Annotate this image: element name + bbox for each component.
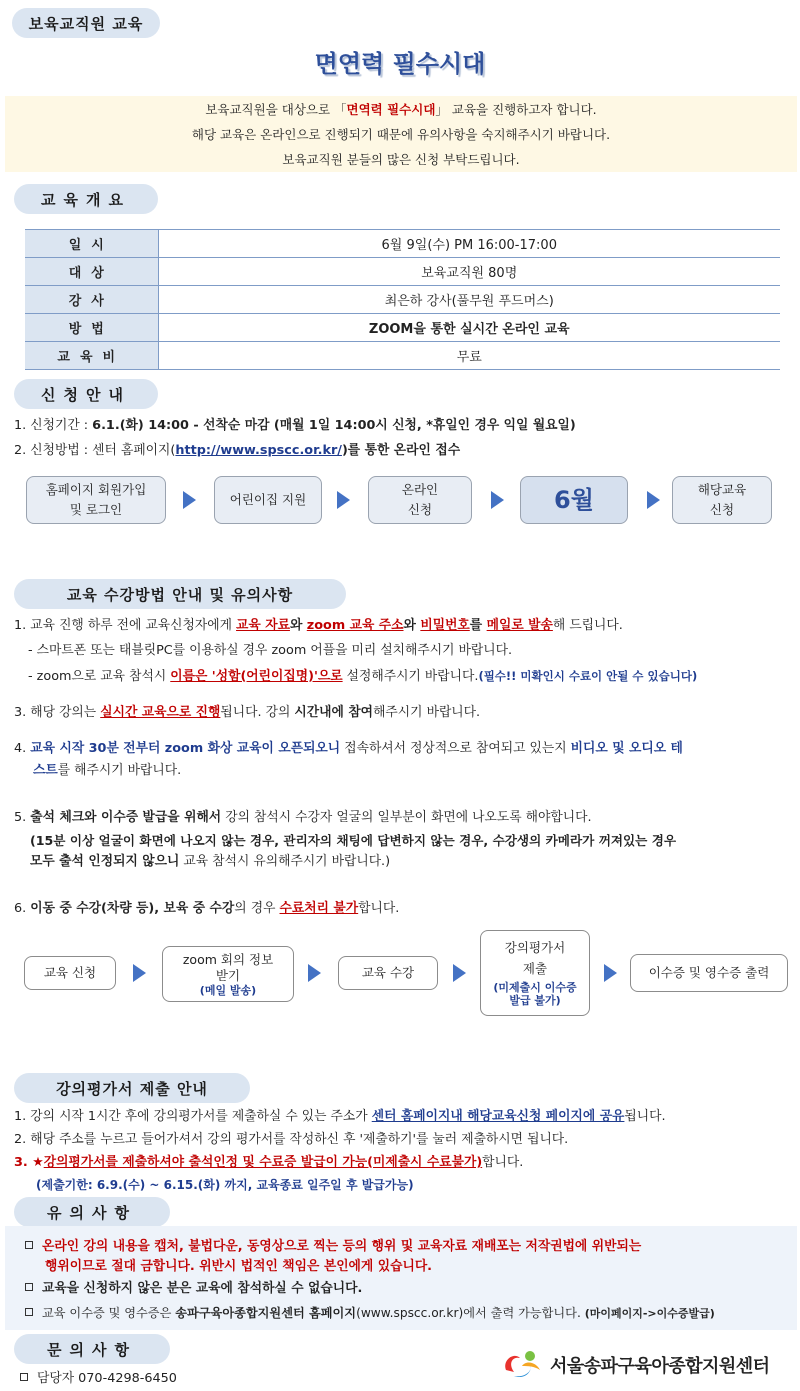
row-key: 대상 xyxy=(25,258,158,286)
page-title: 면연력 필수시대 xyxy=(314,50,486,78)
center-name: 서울송파구육아종합지원센터 xyxy=(550,1356,770,1377)
method-item-3: 3. 해당 강의는 실시간 교육으로 진행됩니다. 강의 시간내에 참여해주시기 바랍니다. xyxy=(14,705,481,720)
intro-line-1: 보육교직원을 대상으로 「면역력 필수시대」 교육을 진행하고자 합니다. xyxy=(205,102,597,117)
arrow-right-icon xyxy=(183,491,196,509)
intro-line-3: 보육교직원 분들의 많은 신청 부탁드립니다. xyxy=(282,152,520,167)
flow-step: 교육 신청 xyxy=(24,956,116,990)
flow-step: 온라인 신청 xyxy=(368,476,472,524)
row-key: 일시 xyxy=(25,230,158,258)
apply-method: 2. 신청방법 : 센터 홈페이지(http://www.spscc.or.kr/)를 통한 온라인 접수 xyxy=(14,443,461,458)
eval-item-1: 1. 강의 시작 1시간 후에 강의평가서를 제출하실 수 있는 주소가 센터 홈페이지내 해당교육신청 페이지에 공유됩니다. xyxy=(14,1109,666,1124)
overview-table xyxy=(25,229,780,370)
row-value: 6월 9일(수) PM 16:00-17:00 xyxy=(158,230,780,258)
eval-item-2: 2. 해당 주소를 누르고 들어가셔서 강의 평가서를 작성하신 후 '제출하기'를 눌러 제출하시면 됩니다. xyxy=(14,1132,569,1147)
table-row xyxy=(25,286,780,314)
checkbox-square-icon xyxy=(25,1308,33,1316)
method-item-1: 1. 교육 진행 하루 전에 교육신청자에게 교육 자료와 zoom 교육 주소와 비밀번호를 메일로 발송해 드립니다. xyxy=(14,618,623,633)
homepage-link[interactable]: http://www.spscc.or.kr/ xyxy=(175,443,342,458)
table-row xyxy=(25,342,780,370)
center-logo xyxy=(500,1348,790,1382)
arrow-right-icon xyxy=(337,491,350,509)
note-item: 교육 이수증 및 영수증은 송파구육아종합지원센터 홈페이지(www.spscc.or.kr)에서 출력 가능합니다. (마이페이지->이수증발급) xyxy=(25,1304,715,1323)
arrow-right-icon xyxy=(604,964,617,982)
table-row xyxy=(25,230,780,258)
center-logo-icon xyxy=(500,1348,544,1382)
method-item-1-sub-1: - 스마트폰 또는 태블릿PC를 이용하실 경우 zoom 어플을 미리 설치해주시기 바랍니다. xyxy=(28,643,513,658)
table-row xyxy=(25,258,780,286)
flow-step: 이수증 및 영수증 출력 xyxy=(630,954,788,992)
arrow-right-icon xyxy=(453,964,466,982)
notes-heading: 유의사항 xyxy=(14,1197,170,1227)
method-item-1-sub-2: - zoom으로 교육 참석시 이름은 '성함(어린이집명)'으로 설정해주시기 바랍니다.(필수!! 미확인시 수료이 안될 수 있습니다) xyxy=(28,669,698,684)
apply-period: 1. 신청기간 : 6.1.(화) 14:00 - 선착순 마감 (매월 1일 14:00시 신청, *휴일인 경우 익일 월요일) xyxy=(14,418,576,433)
flow-step: 강의평가서 제출 (미제출시 이수증 발급 불가) xyxy=(480,930,590,1016)
row-value: ZOOM을 통한 실시간 온라인 교육 xyxy=(158,314,780,342)
checkbox-square-icon xyxy=(20,1373,28,1381)
evaluation-heading: 강의평가서 제출 안내 xyxy=(14,1073,250,1103)
method-item-4: 4. 교육 시작 30분 전부터 zoom 화상 교육이 오픈되오니 접속하셔서 정상적으로 참여되고 있는지 비디오 및 오디오 테 xyxy=(14,741,683,756)
method-item-5-l3: 모두 출석 인정되지 않으니 교육 참석시 유의해주시기 바랍니다.) xyxy=(30,854,391,869)
flow-step-month: 6월 xyxy=(520,476,628,524)
intro-line-2: 해당 교육은 온라인으로 진행되기 때문에 유의사항을 숙지해주시기 바랍니다. xyxy=(191,127,611,142)
method-item-5-l2: (15분 이상 얼굴이 화면에 나오지 않는 경우, 관리자의 채팅에 답변하지 않는 경우, 수강생의 카메라가 꺼져있는 경우 xyxy=(30,833,677,848)
eval-item-3: 3. ★강의평가서를 제출하셔야 출석인정 및 수료증 발급이 가능(미제출시 수료불가)합니다. xyxy=(14,1155,524,1170)
notes-box xyxy=(5,1226,797,1330)
method-heading: 교육 수강방법 안내 및 유의사항 xyxy=(14,579,346,609)
row-value: 무료 xyxy=(158,342,780,370)
note-item: 교육을 신청하지 않은 분은 교육에 참석하실 수 없습니다. xyxy=(25,1280,362,1298)
arrow-right-icon xyxy=(647,491,660,509)
flow-step: 해당교육 신청 xyxy=(672,476,772,524)
apply-heading: 신청안내 xyxy=(14,379,158,409)
method-item-6: 6. 이동 중 수강(차량 등), 보육 중 수강의 경우 수료처리 불가합니다. xyxy=(14,901,400,916)
note-item: 온라인 강의 내용을 캡처, 불법다운, 동영상으로 찍는 등의 행위 및 교육자료 재배포는 저작권법에 위반되는 xyxy=(25,1238,641,1256)
intro-box xyxy=(5,96,797,172)
arrow-right-icon xyxy=(308,964,321,982)
method-item-4-cont: 스트를 해주시기 바랍니다. xyxy=(33,763,182,778)
table-row xyxy=(25,314,780,342)
contact-heading: 문의사항 xyxy=(14,1334,170,1364)
arrow-right-icon xyxy=(491,491,504,509)
method-item-5: 5. 출석 체크와 이수증 발급을 위해서 강의 참석시 수강자 얼굴의 일부분이 화면에 나오도록 해야합니다. xyxy=(14,810,592,825)
flow-step: 교육 수강 xyxy=(338,956,438,990)
checkbox-square-icon xyxy=(25,1241,33,1249)
flow-step: 홈페이지 회원가입 및 로그인 xyxy=(26,476,166,524)
note-item-cont: 행위이므로 절대 금합니다. 위반시 법적인 책임은 본인에게 있습니다. xyxy=(45,1259,433,1274)
row-key: 교육비 xyxy=(25,342,158,370)
overview-heading: 교육개요 xyxy=(14,184,158,214)
flow-step: 어린이집 지원 xyxy=(214,476,322,524)
arrow-right-icon xyxy=(133,964,146,982)
flow-step: zoom 회의 정보 받기 (메일 발송) xyxy=(162,946,294,1002)
eval-deadline: (제출기한: 6.9.(수) ~ 6.15.(화) 까지, 교육종료 일주일 후 발급가능) xyxy=(36,1178,414,1192)
contact-line: 담당자 070-4298-6450 xyxy=(20,1370,177,1388)
row-key: 강사 xyxy=(25,286,158,314)
row-key: 방법 xyxy=(25,314,158,342)
checkbox-square-icon xyxy=(25,1283,33,1291)
row-value: 최은하 강사(풀무원 푸드머스) xyxy=(158,286,780,314)
row-value: 보육교직원 80명 xyxy=(158,258,780,286)
section-tag: 보육교직원 교육 xyxy=(12,8,160,38)
